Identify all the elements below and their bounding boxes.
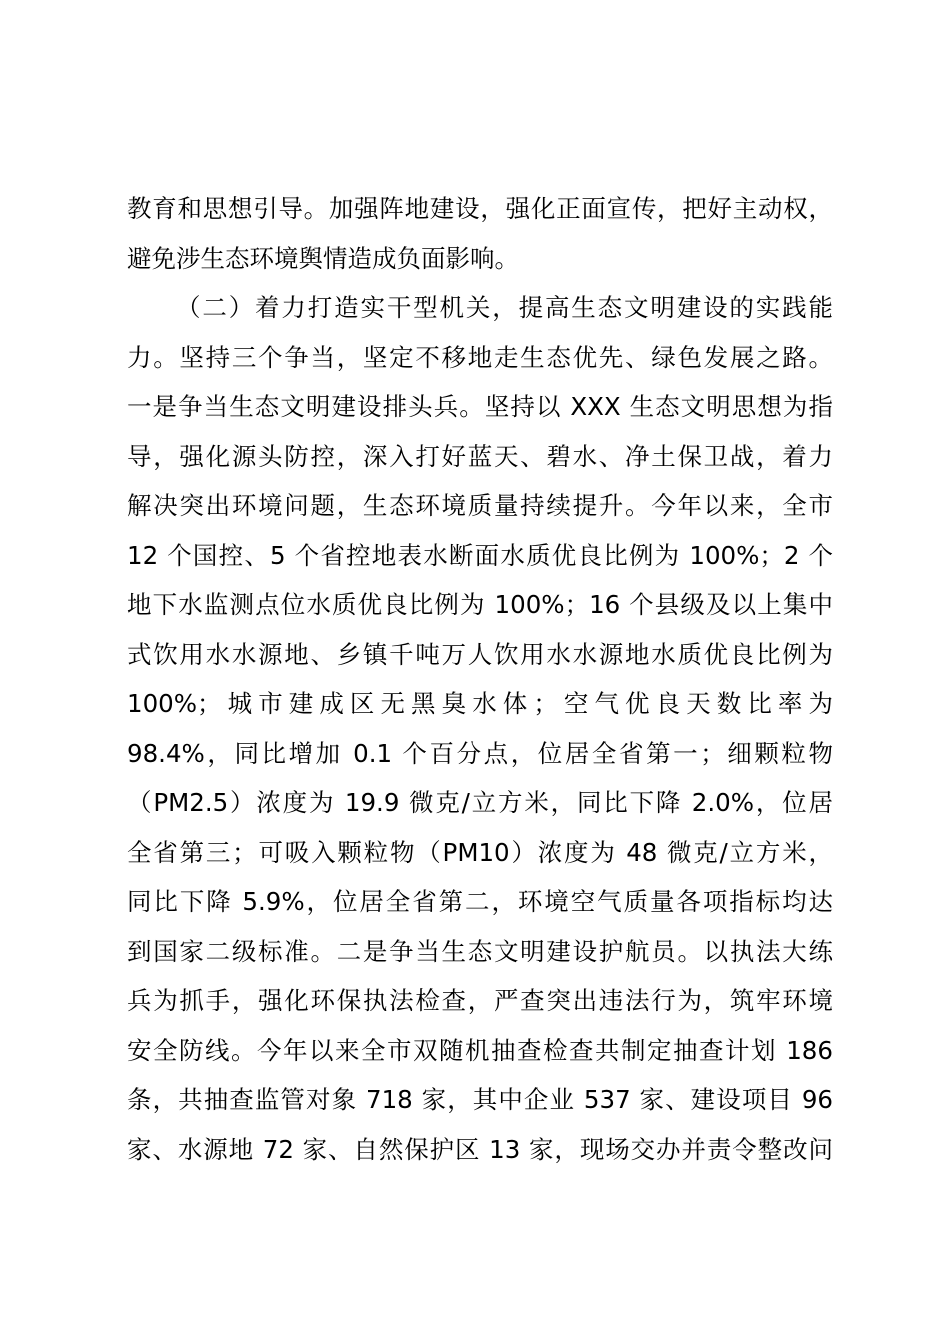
- text-line: 兵为抓手，强化环保执法检查，严查突出违法行为，筑牢环境: [127, 986, 833, 1015]
- text-line: 100%；城市建成区无黑臭水体；空气优良天数比率为: [127, 689, 833, 718]
- text-line: 全省第三；可吸入颗粒物（PM10）浓度为 48 微克/立方米，: [127, 837, 833, 867]
- text-line: 条，共抽查监管对象 718 家，其中企业 537 家、建设项目 96: [127, 1085, 833, 1114]
- text-line: 家、水源地 72 家、自然保护区 13 家，现场交办并责令整改问: [127, 1134, 833, 1164]
- text-line: 解决突出环境问题，生态环境质量持续提升。今年以来，全市: [127, 491, 833, 520]
- text-line: 12 个国控、5 个省控地表水断面水质优良比例为 100%；2 个: [127, 540, 833, 570]
- text-line: 一是争当生态文明建设排头兵。坚持以 XXX 生态文明思想为指: [127, 392, 833, 421]
- text-line: 98.4%，同比增加 0.1 个百分点，位居全省第一；细颗粒物: [127, 738, 833, 768]
- text-line: （PM2.5）浓度为 19.9 微克/立方米，同比下降 2.0%，位居: [127, 788, 833, 817]
- text-line: 避免涉生态环境舆情造成负面影响。: [127, 243, 519, 273]
- text-line: 式饮用水水源地、乡镇千吨万人饮用水水源地水质优良比例为: [127, 639, 833, 669]
- text-line: 导，强化源头防控，深入打好蓝天、碧水、净土保卫战，着力: [127, 441, 833, 471]
- section-heading-line: （二）着力打造实干型机关，提高生态文明建设的实践能: [176, 293, 833, 322]
- text-line: 到国家二级标准。二是争当生态文明建设护航员。以执法大练: [127, 936, 833, 966]
- text-line: 同比下降 5.9%，位居全省第二，环境空气质量各项指标均达: [127, 887, 833, 916]
- text-line: 安全防线。今年以来全市双随机抽查检查共制定抽查计划 186: [127, 1035, 833, 1065]
- text-line: 教育和思想引导。加强阵地建设，强化正面宣传，把好主动权，: [127, 194, 833, 223]
- body-text: [127, 184, 833, 1174]
- text-line: 力。坚持三个争当，坚定不移地走生态优先、绿色发展之路。: [127, 342, 833, 372]
- text-line: 地下水监测点位水质优良比例为 100%；16 个县级及以上集中: [127, 590, 833, 619]
